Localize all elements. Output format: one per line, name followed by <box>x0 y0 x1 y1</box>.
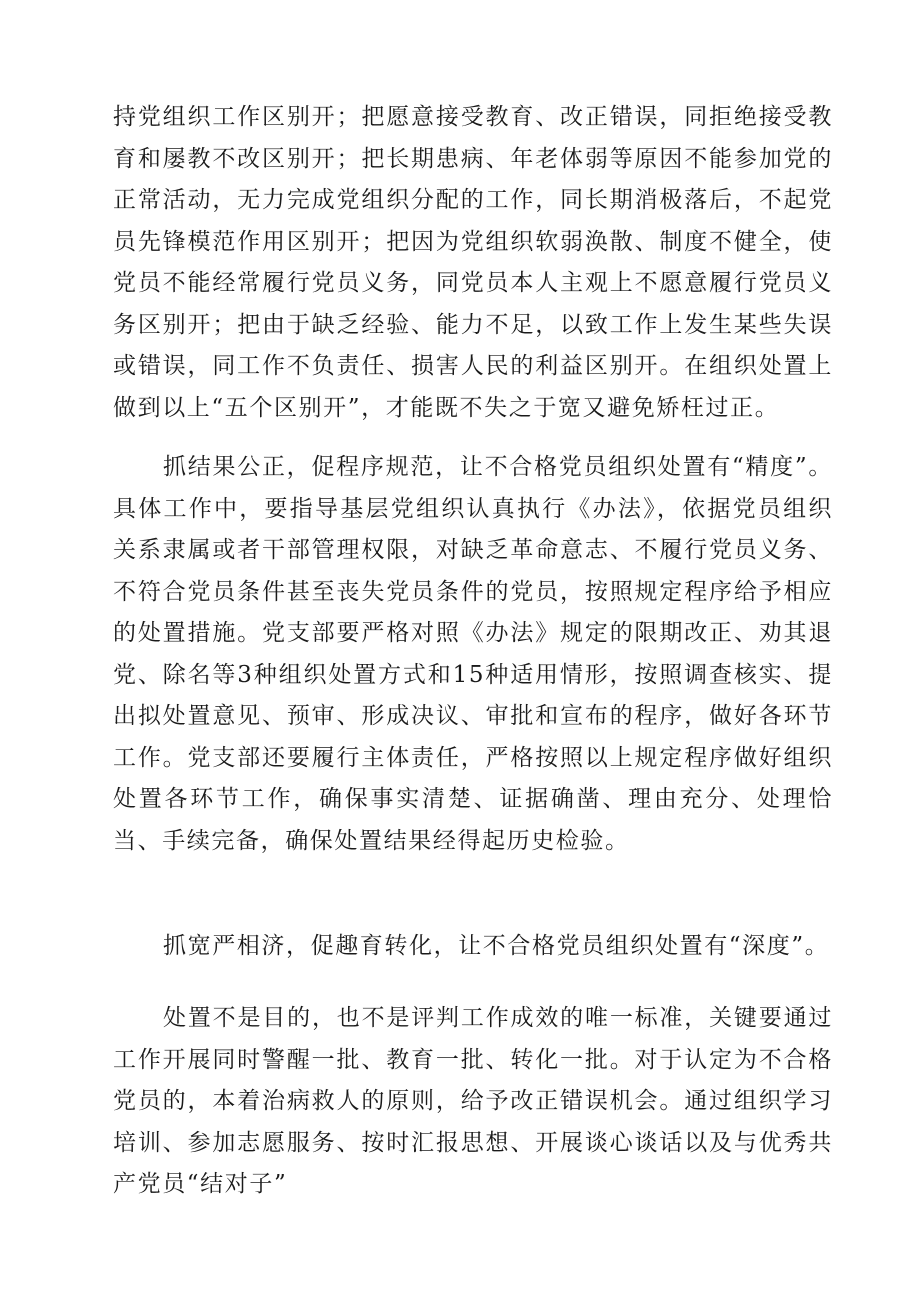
paragraph-education-transformation: 处置不是目的，也不是评判工作成效的唯一标准，关键要通过工作开展同时警醒一批、教育一批、转化一批。对于认定为不合格党员的，本着治病救人的原则，给予改正错误机会。通过组织学习培训、参加志愿服务、按时汇报思想、开展谈心谈话以及与优秀共产党员“结对子” <box>113 1005 833 1197</box>
paragraph-depth-heading: 抓宽严相济，促趣育转化，让不合格党员组织处置有“深度”。 <box>163 933 830 959</box>
paragraph-five-distinctions: 持党组织工作区别开；把愿意接受教育、改正错误，同拒绝接受教育和屡教不改区别开；把长期患病、年老体弱等原因不能参加党的正常活动，无力完成党组织分配的工作，同长期消极落后，不起党员先锋模范作用区别开；把因为党组织软弱涣散、制度不健全，使党员不能经常履行党员义务，同党员本人主观上不愿意履行党员义务区别开；把由于缺乏经验、能力不足，以致工作上发生某些失误或错误，同工作不负责任、损害人民的利益区别开。在组织处置上做到以上“五个区别开”，才能既不失之于宽又避免矫枉过正。 <box>113 104 833 421</box>
paragraph-procedure-precision: 抓结果公正，促程序规范，让不合格党员组织处置有“精度”。具体工作中，要指导基层党组织认真执行《办法》，依据党员组织关系隶属或者干部管理权限，对缺乏革命意志、不履行党员义务、不符合党员条件甚至丧失党员条件的党员，按照规定程序给予相应的处置措施。党支部要严格对照《办法》规定的限期改正、劝其退党、除名等3种组织处置方式和15种适用情形，按照调查核实、提出拟处置意见、预审、形成决议、审批和宣布的程序，做好各环节工作。党支部还要履行主体责任，严格按照以上规定程序做好组织处置各环节工作，确保事实清楚、证据确凿、理由充分、处理恰当、手续完备，确保处置结果经得起历史检验。 <box>113 454 833 854</box>
